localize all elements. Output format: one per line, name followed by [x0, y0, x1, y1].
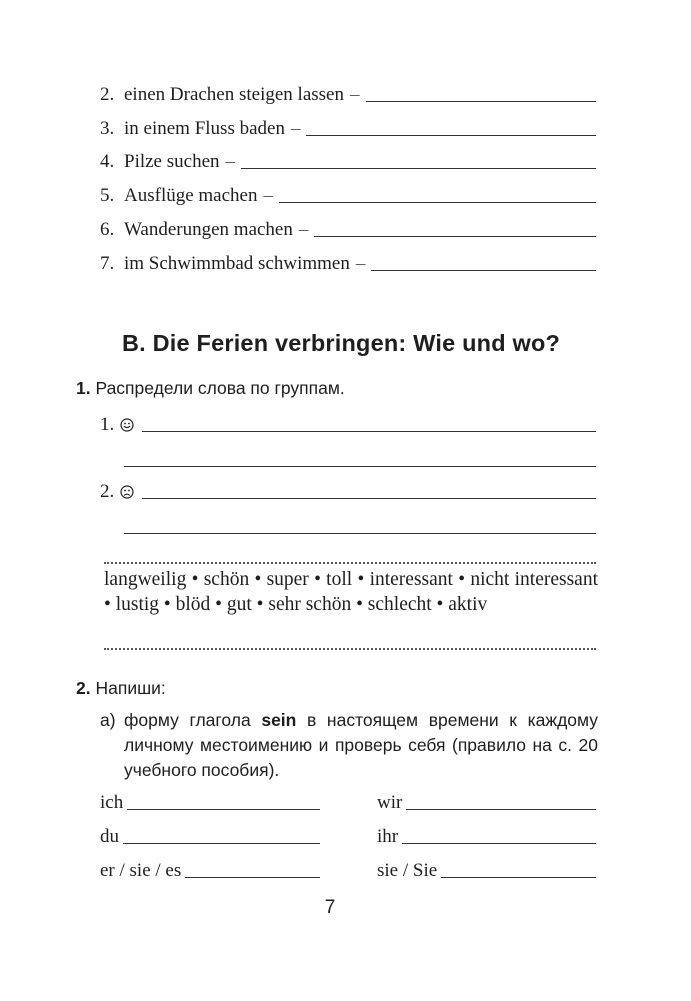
- item-dash: –: [263, 185, 273, 206]
- answer-blank[interactable]: [406, 809, 596, 810]
- answer-blank[interactable]: [124, 533, 596, 534]
- item-dash: –: [350, 84, 360, 105]
- item-number: 7.: [100, 253, 115, 274]
- pronoun-row: [100, 860, 320, 882]
- item-dash: –: [290, 118, 301, 139]
- pronoun-label: du: [100, 826, 119, 847]
- word-bank-bottom-divider: [104, 648, 596, 650]
- answer-blank[interactable]: [279, 202, 596, 203]
- item-number: 3.: [100, 118, 115, 139]
- item-dash: –: [355, 253, 366, 274]
- pronoun-row: [377, 826, 596, 848]
- sub-text-before: форму глагола: [124, 710, 262, 730]
- smiley-happy-icon: [120, 418, 134, 432]
- pronoun-row: [377, 792, 596, 814]
- pronoun-row: [377, 860, 596, 882]
- item-number: 2.: [100, 84, 115, 105]
- item-text: in einem Fluss baden: [124, 118, 285, 139]
- item-text: Pilze suchen: [124, 151, 220, 172]
- item-text: einen Drachen steigen lassen: [124, 84, 344, 105]
- task-number: 2.: [76, 678, 91, 698]
- answer-blank[interactable]: [124, 466, 596, 467]
- group-number: 2.: [100, 481, 115, 502]
- word-bank-top-divider: [104, 562, 596, 564]
- task-text: Распредели слова по группам.: [95, 378, 345, 398]
- pronoun-label: er / sie / es: [100, 860, 182, 881]
- task-1-instruction: [76, 378, 345, 399]
- item-number: 5.: [100, 185, 115, 206]
- pronoun-label: wir: [377, 792, 403, 813]
- list-item: [100, 118, 596, 140]
- answer-blank[interactable]: [142, 498, 596, 499]
- pronoun-row: [100, 826, 320, 848]
- group-row: [100, 414, 596, 436]
- smiley-sad-icon: [120, 485, 134, 499]
- list-item: [100, 84, 596, 106]
- item-dash: –: [225, 151, 236, 172]
- item-text: Ausflüge machen: [124, 185, 258, 206]
- item-dash: –: [298, 219, 309, 240]
- pronoun-label: ihr: [377, 826, 399, 847]
- answer-blank[interactable]: [366, 101, 597, 102]
- answer-blank[interactable]: [306, 135, 596, 136]
- answer-blank[interactable]: [402, 843, 596, 844]
- answer-blank[interactable]: [123, 843, 320, 844]
- word-bank: langweilig • schön • super • toll • interessant • nicht interessant • lustig • blöd • gut • sehr schön • schlecht • aktiv: [104, 569, 598, 615]
- group-number: 1.: [100, 414, 115, 435]
- task-2a: [100, 708, 598, 783]
- answer-blank[interactable]: [241, 168, 596, 169]
- item-number: 4.: [100, 151, 115, 172]
- page-number: 7: [324, 897, 336, 918]
- task-text: Напиши:: [95, 678, 166, 698]
- answer-blank[interactable]: [142, 431, 596, 432]
- task-2-instruction: [76, 678, 166, 699]
- section-heading: B. Die Ferien verbringen: Wie und wo?: [122, 330, 561, 356]
- group-row: [100, 481, 596, 503]
- sub-text-after: в настоящем времени к каждому личному местоимению и проверь себя (правило на с. 20 учебного пособия).: [124, 710, 598, 780]
- sub-text: [124, 708, 598, 783]
- task-number: 1.: [76, 378, 91, 398]
- pronoun-label: ich: [100, 792, 124, 813]
- item-text: Wanderungen machen: [124, 219, 293, 240]
- list-item: [100, 151, 596, 173]
- answer-blank[interactable]: [371, 270, 596, 271]
- answer-blank[interactable]: [185, 877, 320, 878]
- pronoun-row: [100, 792, 320, 814]
- list-item: [100, 219, 596, 241]
- answer-blank[interactable]: [441, 877, 596, 878]
- list-item: [100, 253, 596, 275]
- list-item: [100, 185, 596, 207]
- answer-blank[interactable]: [314, 236, 596, 237]
- sub-label: а): [100, 710, 116, 730]
- pronoun-label: sie / Sie: [377, 860, 438, 881]
- answer-blank[interactable]: [127, 809, 320, 810]
- verb-sein: sein: [261, 710, 297, 730]
- item-text: im Schwimmbad schwimmen: [124, 253, 350, 274]
- item-number: 6.: [100, 219, 115, 240]
